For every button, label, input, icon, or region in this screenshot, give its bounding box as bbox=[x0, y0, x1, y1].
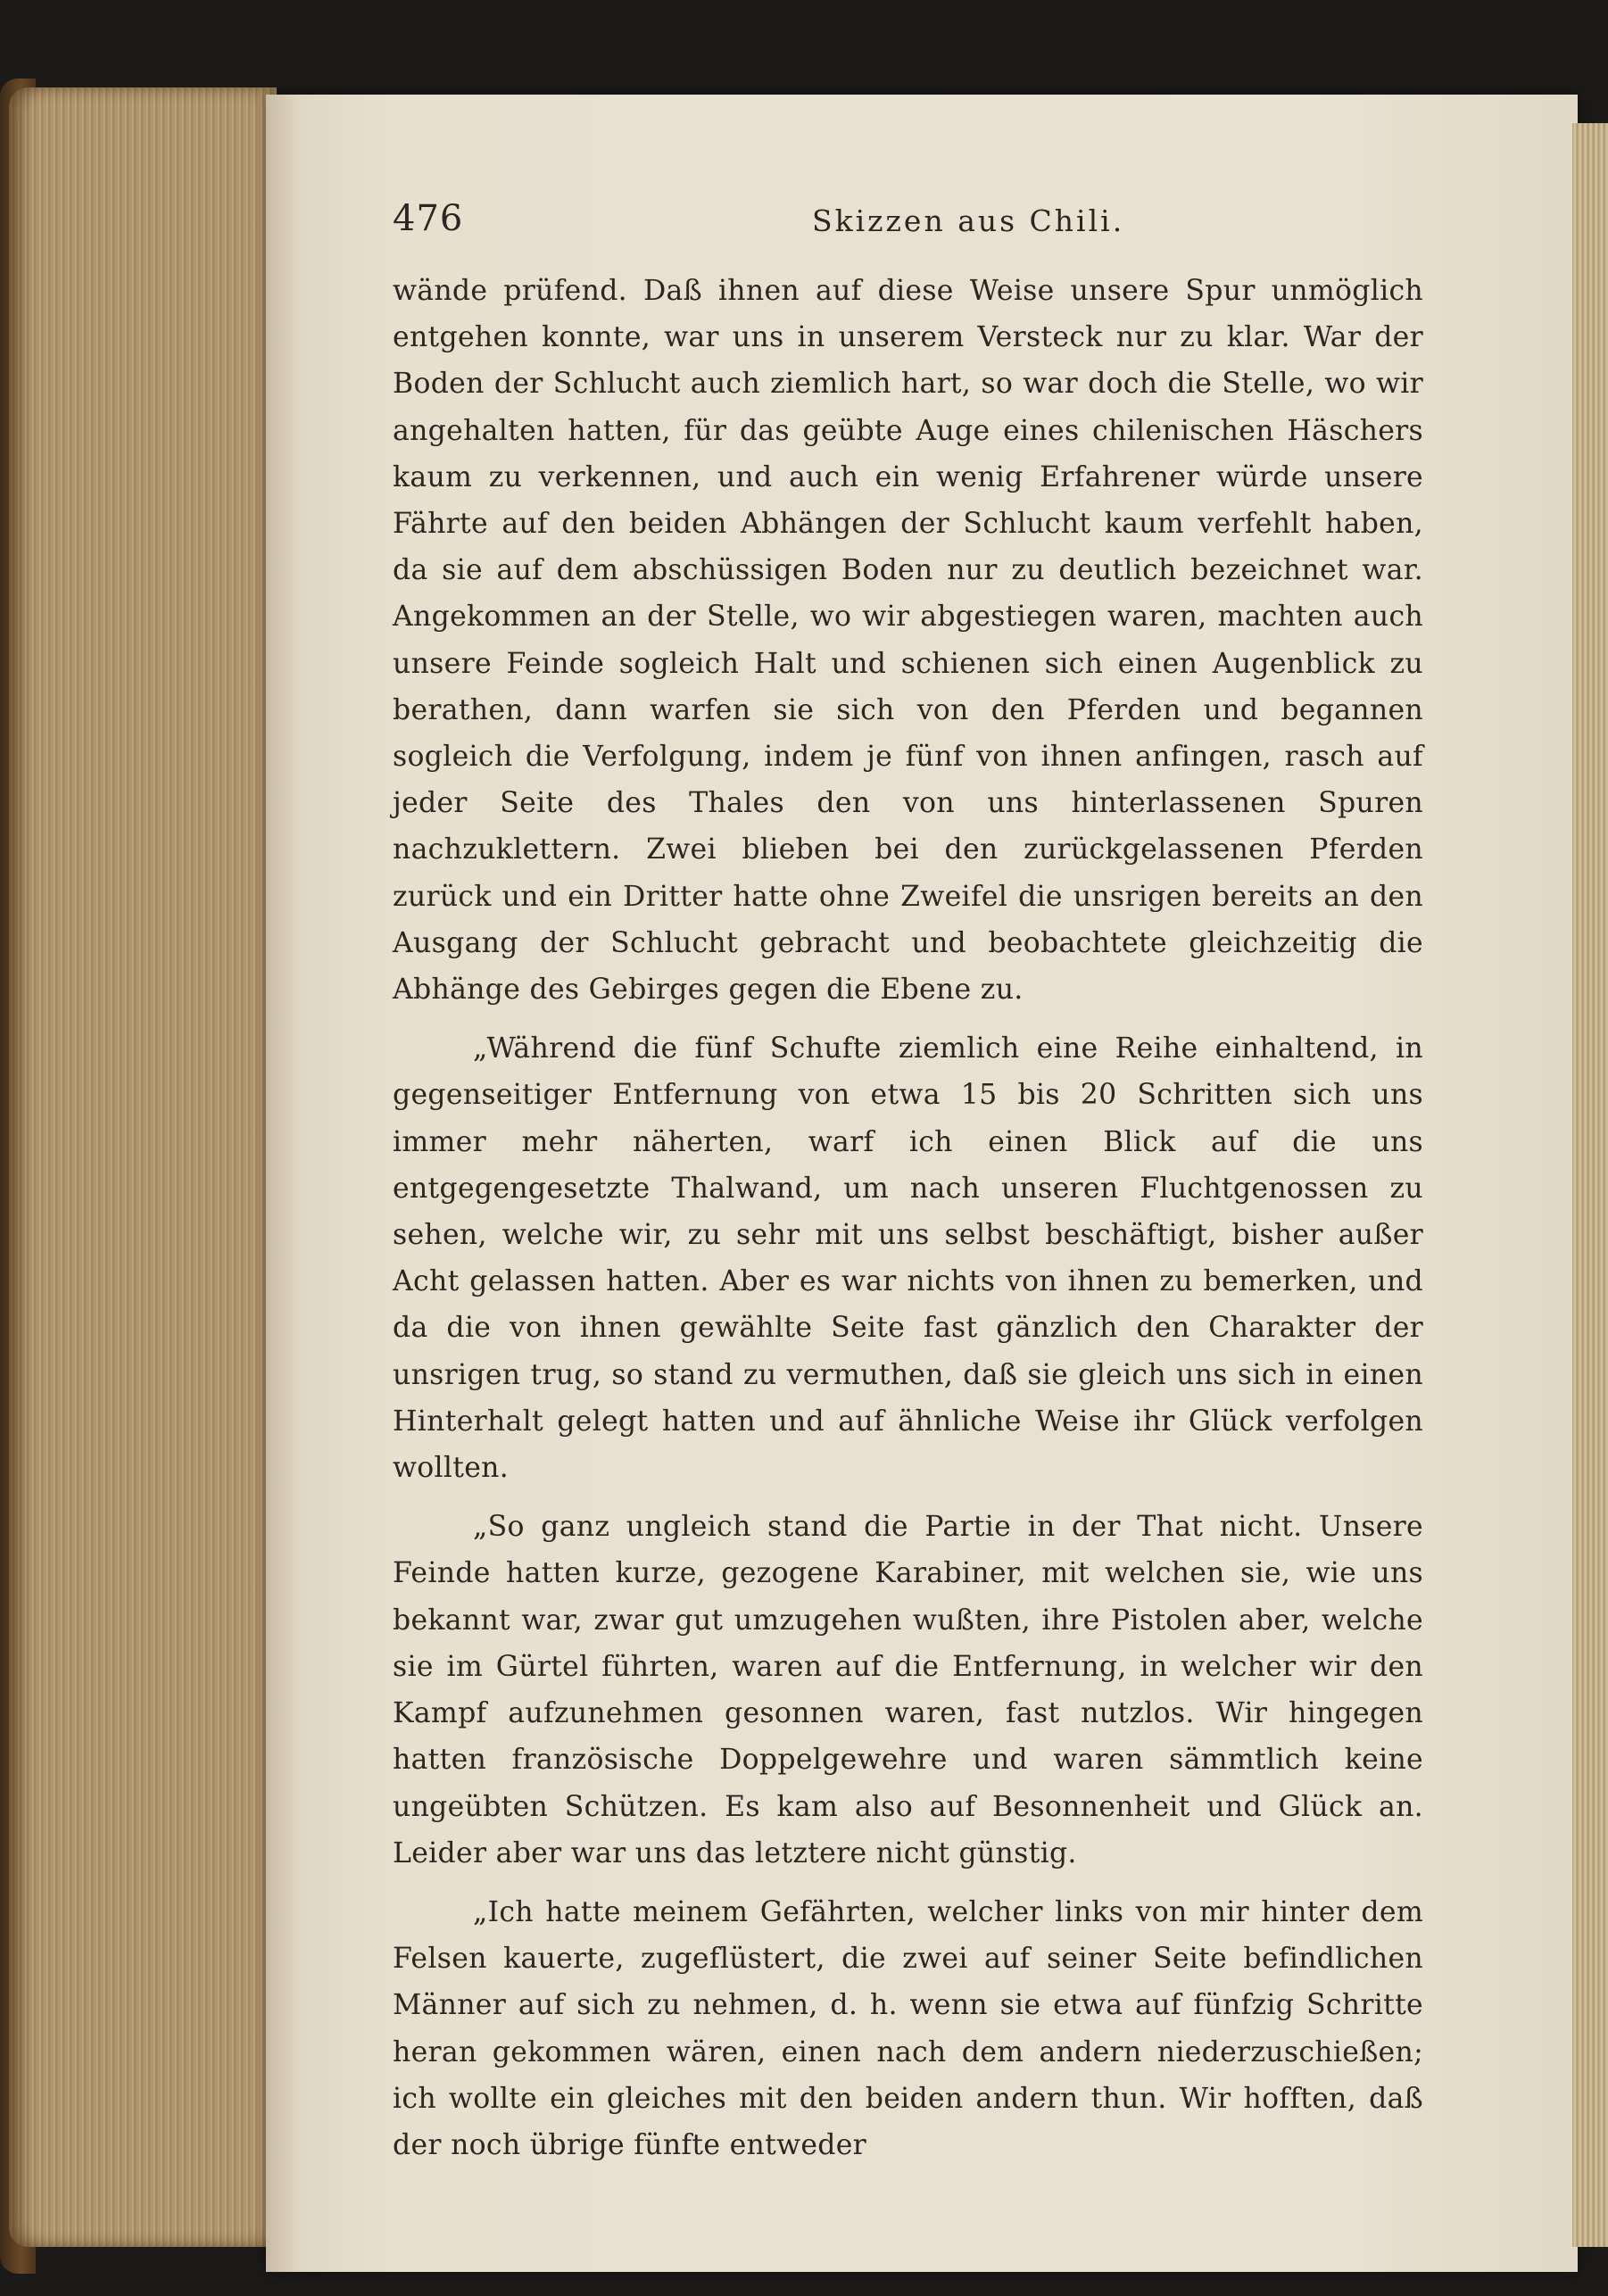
paragraph-1: wände prüfend. Daß ihnen auf diese Weise unsere Spur unmöglich entgehen konnte, war uns in unserem Versteck nur zu klar. War der Boden der Schlucht auch ziemlich hart, so war doch die Stelle, wo wir angehalten hatten, für das geübte Auge eines chilenischen Häschers kaum zu verkennen, und auch ein wenig Erfahrener würde unsere Fährte auf den beiden Abhängen der Schlucht kaum verfehlt haben, da sie auf dem abschüssigen Boden nur zu deutlich bezeichnet war. Angekommen an der Stelle, wo wir abgestiegen waren, machten auch unsere Feinde sogleich Halt und schienen sich einen Augenblick zu berathen, dann warfen sie sich von den Pferden und begannen sogleich die Verfolgung, indem je fünf von ihnen anfingen, rasch auf jeder Seite des Thales den von uns hinterlassenen Spuren nachzuklettern. Zwei blieben bei den zurückgelassenen Pferden zurück und ein Dritter hatte ohne Zweifel die unsrigen bereits an den Ausgang der Schlucht gebracht und beobachtete gleichzeitig die Abhänge des Gebirges gegen die Ebene zu. bbox=[393, 275, 1423, 1007]
paragraph-4: „Ich hatte meinem Gefährten, welcher links von mir hinter dem Felsen kauerte, zugeflüstert, die zwei auf seiner Seite befindlichen Männer auf sich zu nehmen, d. h. wenn sie etwa auf fünfzig Schritte heran gekommen wären, einen nach dem andern niederzuschießen; ich wollte ein gleiches mit den beiden andern thun. Wir hofften, daß der noch übrige fünfte entweder bbox=[393, 1895, 1423, 2161]
page-header bbox=[393, 198, 1437, 252]
page-number: 476 bbox=[393, 198, 464, 239]
paragraph-3: „So ganz ungleich stand die Partie in der That nicht. Unsere Feinde hatten kurze, gezogene Karabiner, mit welchen sie, wie uns bekannt war, zwar gut umzugehen wußten, ihre Pistolen aber, welche sie im Gürtel führten, waren auf die Entfernung, in welcher wir den Kampf aufzunehmen gesonnen waren, fast nutzlos. Wir hingegen hatten französische Doppelgewehre und waren sämmtlich keine ungeübten Schützen. Es kam also auf Besonnenheit und Glück an. Leider aber war uns das letztere nicht günstig. bbox=[393, 1511, 1423, 1869]
running-title: Skizzen aus Chili. bbox=[812, 203, 1125, 238]
body-text bbox=[393, 268, 1423, 2168]
paragraph-2: „Während die fünf Schufte ziemlich eine Reihe einhaltend, in gegenseitiger Entfernung von etwa 15 bis 20 Schritten sich uns immer mehr näherten, warf ich einen Blick auf die uns entgegengesetzte Thalwand, um nach unseren Fluchtgenossen zu sehen, welche wir, zu sehr mit uns selbst beschäftigt, bisher außer Acht gelassen hatten. Aber es war nichts von ihnen zu bemerken, und da die von ihnen gewählte Seite fast gänzlich den Charakter der unsrigen trug, so stand zu vermuthen, daß sie gleich uns sich in einen Hinterhalt gelegt hatten und auf ähnliche Weise ihr Glück verfolgen wollten. bbox=[393, 1032, 1423, 1485]
page-stack-edges bbox=[9, 87, 277, 2247]
right-page-edges bbox=[1572, 123, 1608, 2247]
